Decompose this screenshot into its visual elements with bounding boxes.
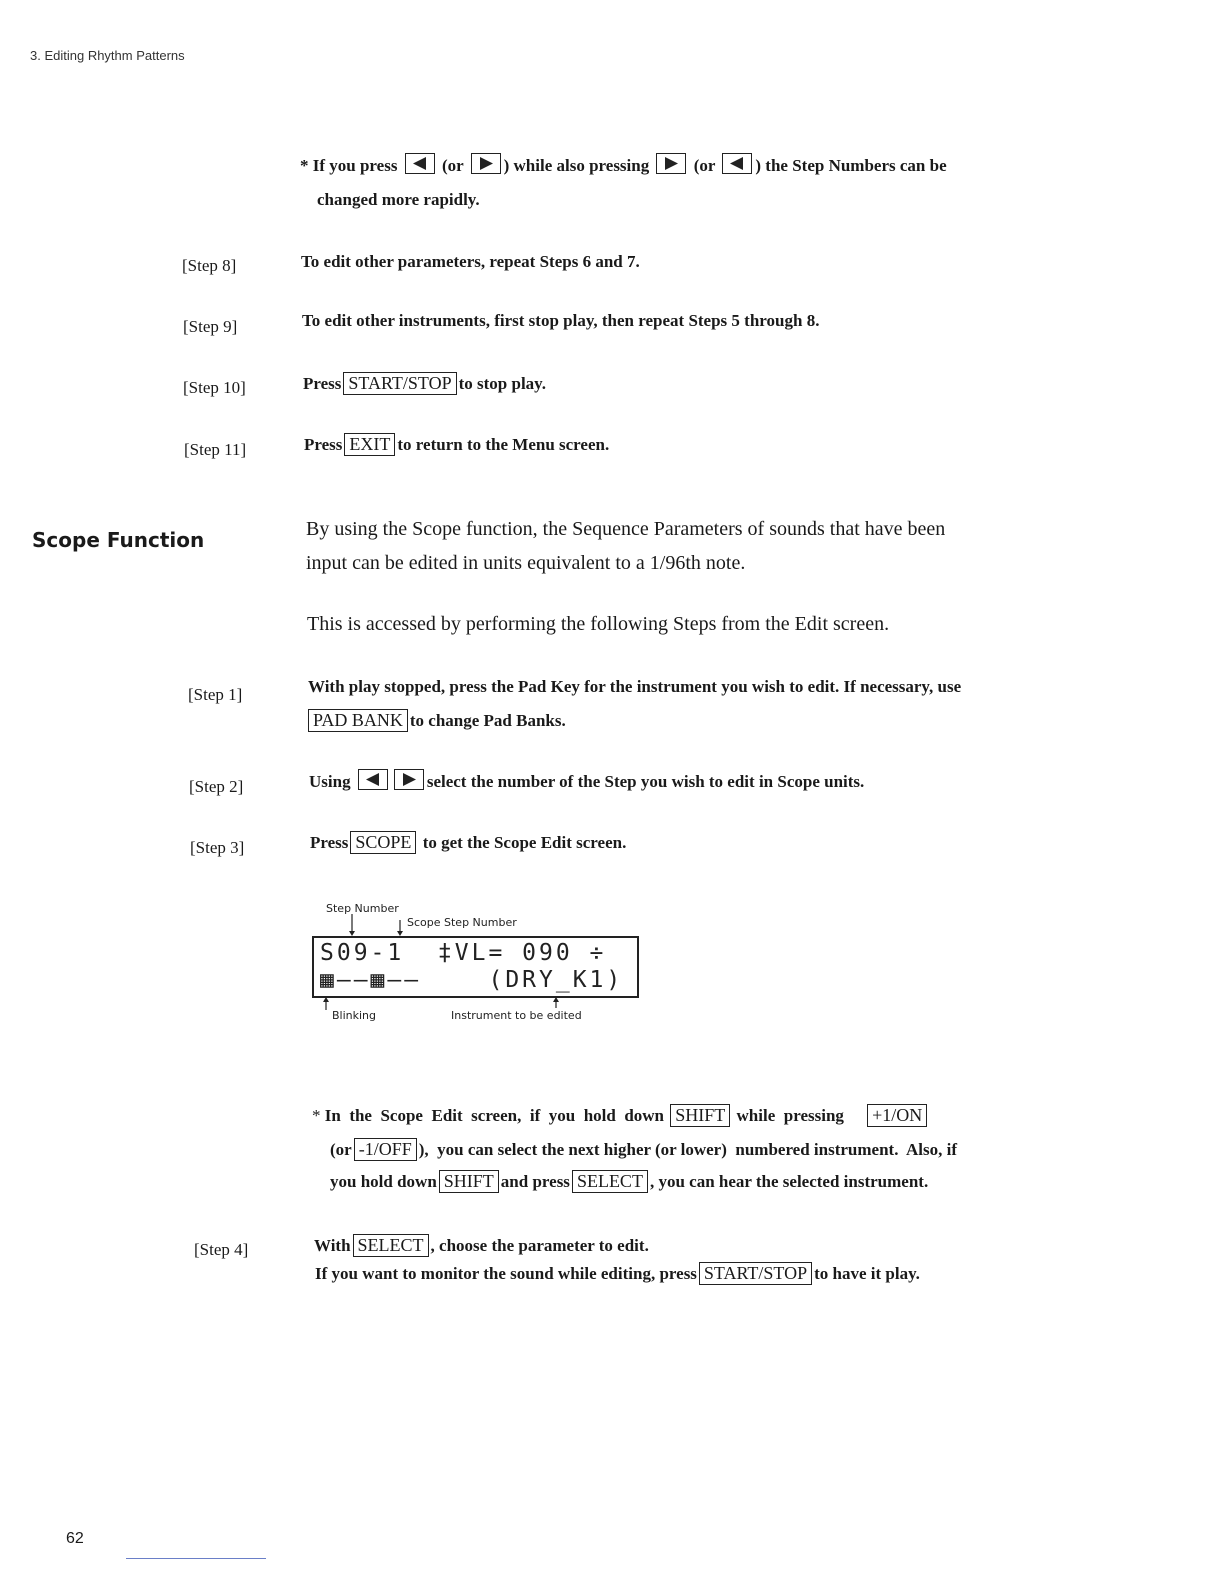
- page-number: 62: [66, 1530, 84, 1547]
- blinking-label: Blinking: [332, 1009, 377, 1022]
- step-label: [Step 1]: [188, 685, 243, 704]
- scope-edit-note: [312, 1104, 929, 1127]
- note-text-line2: changed more rapidly.: [317, 190, 480, 209]
- right-arrow-key-icon: [471, 153, 501, 174]
- step-text-post: to return to the Menu screen.: [397, 435, 610, 454]
- note-text: If you press: [312, 156, 398, 175]
- plus1-on-key: +1/ON: [867, 1104, 927, 1127]
- scope-step-number-label: Scope Step Number: [407, 916, 517, 929]
- left-arrow-key-icon: [722, 153, 752, 174]
- section-paragraph: By using the Scope function, the Sequence Parameters of sounds that have been: [306, 518, 946, 540]
- step-label: [Step 3]: [190, 838, 245, 857]
- left-arrow-key-icon: [405, 153, 435, 174]
- step-label: [Step 4]: [194, 1240, 249, 1259]
- step-text-pre: Press: [303, 374, 342, 393]
- step-text: [314, 1234, 649, 1257]
- footer-rule: [126, 1558, 266, 1559]
- step-text: [306, 709, 566, 732]
- step-text: [315, 1262, 920, 1285]
- lcd-row-2: ▦——▦—— (DRY_K1): [320, 967, 624, 993]
- step-text-post: , choose the parameter to edit.: [430, 1236, 649, 1255]
- running-header: 3. Editing Rhythm Patterns: [30, 48, 185, 63]
- step-text-post: to have it play.: [814, 1264, 920, 1283]
- pointer-arrows-top: [340, 914, 410, 938]
- right-arrow-key-icon: [394, 769, 424, 790]
- pad-bank-key: PAD BANK: [308, 709, 408, 732]
- step-label: [Step 2]: [189, 777, 244, 796]
- left-arrow-key-icon: [358, 769, 388, 790]
- note-text: while pressing: [736, 1106, 844, 1125]
- step-label: [Step 10]: [183, 378, 246, 397]
- note-text: (or: [693, 156, 716, 175]
- step-text-post: to stop play.: [458, 374, 546, 393]
- section-paragraph: This is accessed by performing the following Steps from the Edit screen.: [307, 613, 890, 635]
- step-text-post: select the number of the Step you wish to edit in Scope units.: [426, 772, 865, 791]
- step-text-pre: Press: [304, 435, 343, 454]
- start-stop-key: START/STOP: [699, 1262, 812, 1285]
- shift-key: SHIFT: [670, 1104, 730, 1127]
- step-text-pre: With: [314, 1236, 351, 1255]
- step-label: [Step 11]: [184, 440, 247, 459]
- step-text: [309, 769, 864, 792]
- right-arrow-key-icon: [656, 153, 686, 174]
- step-label: [Step 8]: [182, 256, 237, 275]
- step-text-post: to get the Scope Edit screen.: [422, 833, 627, 852]
- step-text: With play stopped, press the Pad Key for the instrument you wish to edit. If necessary, use: [308, 677, 962, 696]
- step-text-pre: Using: [309, 772, 351, 791]
- step-text-post: to change Pad Banks.: [409, 711, 566, 730]
- step-text: [304, 433, 609, 456]
- scope-key: SCOPE: [350, 831, 416, 854]
- note-bullet: *: [300, 156, 309, 175]
- note-text: and press: [500, 1172, 570, 1191]
- note-text: ), you can select the next higher (or lower) numbered instrument. Also, if: [418, 1140, 958, 1159]
- step-number-label: Step Number: [326, 902, 399, 915]
- select-key: SELECT: [353, 1234, 429, 1257]
- rapid-step-note: [300, 153, 947, 176]
- note-text: , you can hear the selected instrument.: [649, 1172, 929, 1191]
- note-text: In the Scope Edit screen, if you hold down: [324, 1106, 665, 1125]
- lcd-display: [312, 936, 639, 998]
- instrument-label: Instrument to be edited: [451, 1009, 582, 1022]
- step-text: To edit other instruments, first stop play, then repeat Steps 5 through 8.: [302, 311, 820, 330]
- scope-edit-note-line2: [330, 1138, 957, 1161]
- step-text: To edit other parameters, repeat Steps 6 and 7.: [301, 252, 640, 271]
- pointer-arrows-bottom: [318, 996, 568, 1010]
- shift-key: SHIFT: [439, 1170, 499, 1193]
- select-key: SELECT: [572, 1170, 648, 1193]
- note-bullet: *: [312, 1106, 321, 1125]
- step-label: [Step 9]: [183, 317, 238, 336]
- note-text: you hold down: [330, 1172, 437, 1191]
- step-text: [303, 372, 546, 395]
- scope-edit-note-line3: [330, 1170, 928, 1193]
- note-text: (or: [330, 1140, 352, 1159]
- note-text: (or: [441, 156, 464, 175]
- step-text-pre: Press: [310, 833, 349, 852]
- section-title: Scope Function: [32, 528, 205, 552]
- exit-key: EXIT: [344, 433, 395, 456]
- note-text: ) while also pressing: [503, 156, 650, 175]
- lcd-row-1: S09-1 ‡VL= 090 ÷: [320, 940, 607, 966]
- section-paragraph: input can be edited in units equivalent to a 1/96th note.: [306, 552, 746, 574]
- note-text: ) the Step Numbers can be: [755, 156, 947, 175]
- step-text: [310, 831, 626, 854]
- step-text-pre: If you want to monitor the sound while editing, press: [315, 1264, 697, 1283]
- start-stop-key: START/STOP: [343, 372, 456, 395]
- minus1-off-key: -1/OFF: [354, 1138, 417, 1161]
